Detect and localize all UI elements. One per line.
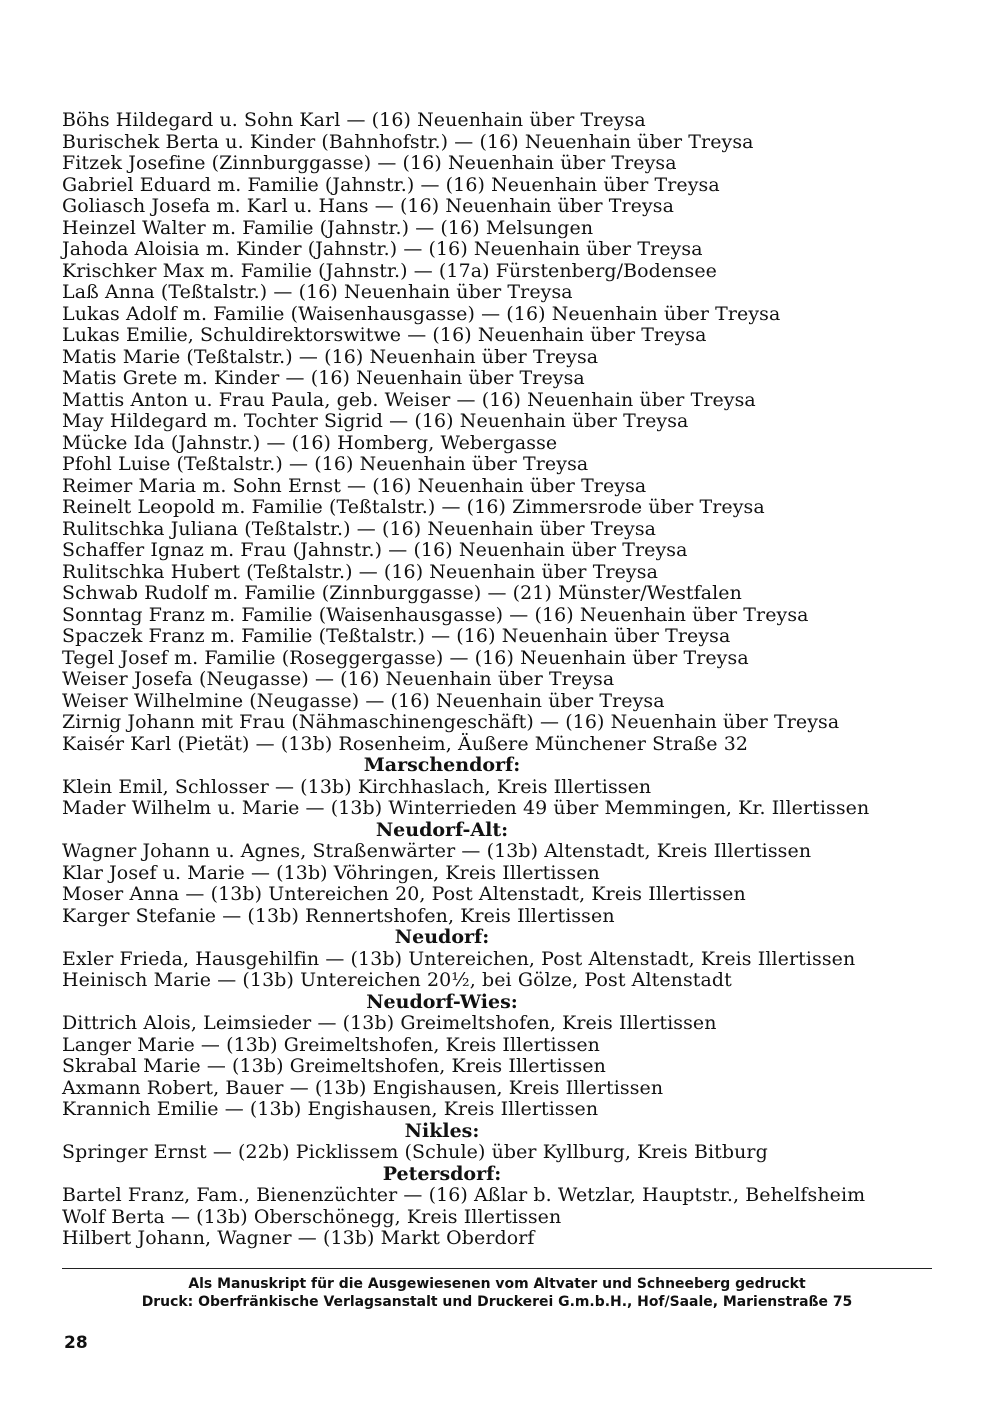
list-item: Matis Marie (Teßtalstr.) — (16) Neuenhain über Treysa	[62, 345, 599, 368]
list-item: Laß Anna (Teßtalstr.) — (16) Neuenhain über Treysa	[62, 281, 573, 303]
list-item: May Hildegard m. Tochter Sigrid — (16) Neuenhain über Treysa	[62, 410, 689, 432]
list-item: Burischek Berta u. Kinder (Bahnhofstr.) — (16) Neuenhain über Treysa	[62, 130, 754, 153]
list-item: Krischker Max m. Familie (Jahnstr.) — (17a) Fürstenberg/Bodensee	[62, 259, 717, 282]
list-item: Springer Ernst — (22b) Picklissem (Schule) über Kyllburg, Kreis Bitburg	[62, 1141, 768, 1163]
list-item: Zirnig Johann mit Frau (Nähmaschinengeschäft) — (16) Neuenhain über Treysa	[62, 711, 840, 733]
list-item: Krannich Emilie — (13b) Engishausen, Kreis Illertissen	[62, 1098, 599, 1120]
list-item: Lukas Adolf m. Familie (Waisenhausgasse) — (16) Neuenhain über Treysa	[62, 302, 781, 325]
list-item: Bartel Franz, Fam., Bienenzüchter — (16) Aßlar b. Wetzlar, Hauptstr., Behelfsheim	[62, 1184, 866, 1206]
list-item: Dittrich Alois, Leimsieder — (13b) Greimeltshofen, Kreis Illertissen	[62, 1012, 717, 1034]
list-item: Jahoda Aloisia m. Kinder (Jahnstr.) — (16) Neuenhain über Treysa	[62, 238, 703, 260]
list-item: Spaczek Franz m. Familie (Teßtalstr.) — (16) Neuenhain über Treysa	[62, 625, 731, 647]
list-item: Mader Wilhelm u. Marie — (13b) Winterrieden 49 über Memmingen, Kr. Illertissen	[62, 797, 870, 819]
list-item: Reimer Maria m. Sohn Ernst — (16) Neuenhain über Treysa	[62, 474, 647, 497]
list-item: Matis Grete m. Kinder — (16) Neuenhain über Treysa	[62, 367, 585, 389]
list-item: Klein Emil, Schlosser — (13b) Kirchhaslach, Kreis Illertissen	[62, 775, 652, 798]
village-heading: Petersdorf:	[382, 1162, 502, 1185]
list-item: Lukas Emilie, Schuldirektorswitwe — (16) Neuenhain über Treysa	[62, 324, 707, 346]
list-item: Weiser Wilhelmine (Neugasse) — (16) Neuenhain über Treysa	[62, 689, 665, 712]
list-item: Schwab Rudolf m. Familie (Zinnburggasse) — (21) Münster/Westfalen	[62, 582, 742, 604]
list-item: Kaisér Karl (Pietät) — (13b) Rosenheim, Äußere Münchener Straße 32	[62, 732, 749, 755]
list-item: Rulitschka Hubert (Teßtalstr.) — (16) Neuenhain über Treysa	[62, 560, 658, 583]
list-item: Klar Josef u. Marie — (13b) Vöhringen, Kreis Illertissen	[62, 861, 600, 884]
list-item: Mattis Anton u. Frau Paula, geb. Weiser — (16) Neuenhain über Treysa	[62, 388, 756, 411]
list-item: Fitzek Josefine (Zinnburggasse) — (16) Neuenhain über Treysa	[62, 152, 677, 174]
village-heading: Nikles:	[404, 1119, 480, 1142]
list-item: Karger Stefanie — (13b) Rennertshofen, Kreis Illertissen	[62, 904, 615, 927]
village-heading: Marschendorf:	[363, 754, 521, 776]
list-item: Tegel Josef m. Familie (Roseggergasse) — (16) Neuenhain über Treysa	[62, 646, 749, 669]
list-item: Schaffer Ignaz m. Frau (Jahnstr.) — (16) Neuenhain über Treysa	[62, 539, 688, 561]
list-item: Moser Anna — (13b) Untereichen 20, Post Altenstadt, Kreis Illertissen	[62, 883, 746, 905]
page-number: 28	[64, 1333, 88, 1353]
list-item: Wolf Berta — (13b) Oberschönegg, Kreis Illertissen	[62, 1205, 562, 1228]
list-item: Böhs Hildegard u. Sohn Karl — (16) Neuenhain über Treysa	[62, 109, 646, 131]
list-item: Heinzel Walter m. Familie (Jahnstr.) — (16) Melsungen	[62, 216, 594, 239]
village-heading: Neudorf-Wies:	[366, 990, 518, 1013]
list-item: Heinisch Marie — (13b) Untereichen 20½, bei Gölze, Post Altenstadt	[62, 969, 732, 991]
list-item: Sonntag Franz m. Familie (Waisenhausgasse) — (16) Neuenhain über Treysa	[62, 603, 809, 626]
list-item: Gabriel Eduard m. Familie (Jahnstr.) — (16) Neuenhain über Treysa	[62, 173, 720, 196]
imprint-line-1: Als Manuskript für die Ausgewiesenen vom Altvater und Schneeberg gedruckt	[188, 1276, 806, 1292]
village-heading: Neudorf:	[394, 926, 490, 948]
footer-divider	[62, 1268, 932, 1269]
list-item: Pfohl Luise (Teßtalstr.) — (16) Neuenhain über Treysa	[62, 453, 589, 475]
list-item: Skrabal Marie — (13b) Greimeltshofen, Kreis Illertissen	[62, 1055, 606, 1077]
list-item: Rulitschka Juliana (Teßtalstr.) — (16) Neuenhain über Treysa	[62, 517, 657, 540]
list-item: Goliasch Josefa m. Karl u. Hans — (16) Neuenhain über Treysa	[62, 195, 675, 217]
list-item: Exler Frieda, Hausgehilfin — (13b) Untereichen, Post Altenstadt, Kreis Illertissen	[62, 947, 856, 970]
list-item: Axmann Robert, Bauer — (13b) Engishausen, Kreis Illertissen	[62, 1076, 664, 1099]
list-item: Reinelt Leopold m. Familie (Teßtalstr.) — (16) Zimmersrode über Treysa	[62, 496, 765, 518]
list-item: Mücke Ida (Jahnstr.) — (16) Homberg, Webergasse	[62, 431, 558, 454]
list-item: Wagner Johann u. Agnes, Straßenwärter — (13b) Altenstadt, Kreis Illertissen	[62, 840, 812, 862]
list-item: Hilbert Johann, Wagner — (13b) Markt Oberdorf	[62, 1227, 535, 1249]
village-heading: Neudorf-Alt:	[375, 818, 509, 841]
imprint	[62, 1275, 932, 1311]
imprint-line-2: Druck: Oberfränkische Verlagsanstalt und Druckerei G.m.b.H., Hof/Saale, Marienstraße 75	[141, 1294, 853, 1310]
list-item: Langer Marie — (13b) Greimeltshofen, Kreis Illertissen	[62, 1033, 600, 1056]
list-item: Weiser Josefa (Neugasse) — (16) Neuenhain über Treysa	[62, 668, 615, 690]
address-list	[62, 110, 942, 1250]
